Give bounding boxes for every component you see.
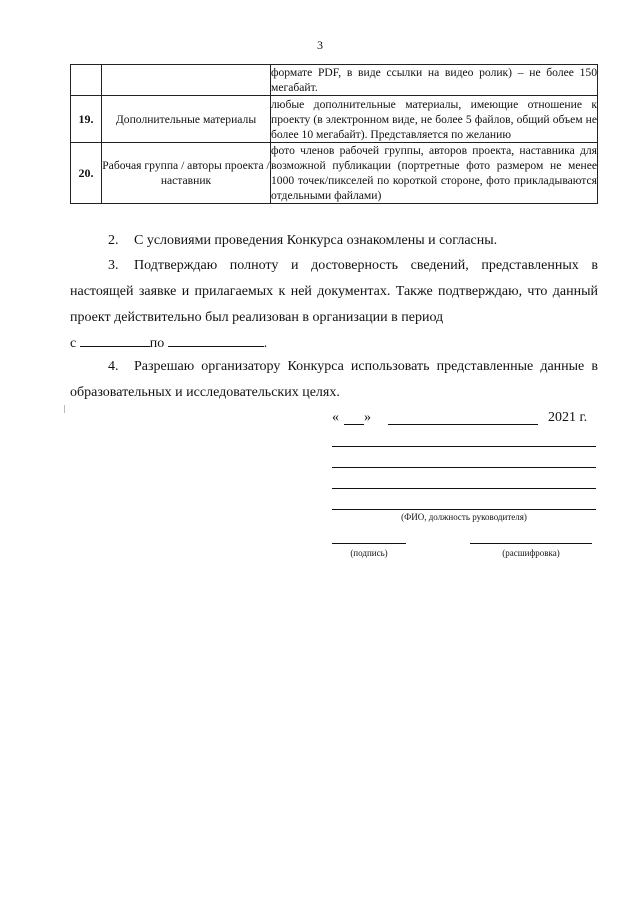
row-name: Рабочая группа / авторы проекта / наставник xyxy=(102,143,271,204)
quote-open: « xyxy=(332,410,339,425)
paragraph-2 xyxy=(70,228,598,254)
fio-caption: (ФИО, должность руководителя) xyxy=(401,512,527,522)
row-description: любые дополнительные материалы, имеющие отношение к проекту (в электронном виде, не более 5 файлов, общий объем не более 10 мегабайт). Представляется по желанию xyxy=(271,97,597,141)
signature-line[interactable] xyxy=(332,509,596,510)
period-to-label: по xyxy=(149,336,165,351)
paragraph-number: 3. xyxy=(108,258,119,273)
signature-line[interactable] xyxy=(332,488,596,489)
row-description: формате PDF, в виде ссылки на видео ролик) – не более 150 мегабайт. xyxy=(271,66,597,94)
period-to-blank[interactable] xyxy=(168,332,264,347)
decode-line[interactable] xyxy=(470,543,592,544)
date-line xyxy=(332,408,598,430)
period-from-label: с xyxy=(70,336,77,351)
table-row xyxy=(71,65,598,96)
scan-mark xyxy=(64,405,65,413)
paragraph-number: 4. xyxy=(108,359,119,374)
paragraph-3 xyxy=(70,253,598,357)
row-number: 20. xyxy=(71,143,102,204)
page-number: 3 xyxy=(317,38,323,52)
signature-line[interactable] xyxy=(332,467,596,468)
table-row xyxy=(71,143,598,204)
application-table xyxy=(70,64,598,204)
paragraph-text: Подтверждаю полноту и достоверность сведений, представленных в настоящей заявке и прилагаемых к ней документах. Также подтверждаю, что данный проект действительно был реализован в организации в период xyxy=(70,258,598,325)
row-name: Дополнительные материалы xyxy=(102,96,271,143)
paragraph-number: 2. xyxy=(108,233,119,248)
quote-close: » xyxy=(364,410,371,425)
paragraph-text: Разрешаю организатору Конкурса использовать представленные данные в образовательных и исследовательских целях. xyxy=(70,359,598,400)
decode-caption: (расшифровка) xyxy=(502,548,560,558)
period-end: . xyxy=(263,336,268,351)
paragraph-4 xyxy=(70,354,598,406)
sign-line[interactable] xyxy=(332,543,406,544)
day-blank[interactable] xyxy=(344,424,364,425)
row-number: 19. xyxy=(71,96,102,143)
sign-caption: (подпись) xyxy=(350,548,388,558)
row-number xyxy=(71,65,102,96)
signature-line[interactable] xyxy=(332,446,596,447)
row-description: фото членов рабочей группы, авторов проекта, наставника для возможной публикации (портретные фото размером не менее 1000 точек/пикселей по короткой стороне, фото прикладываются отдельными файлами) xyxy=(271,144,597,202)
paragraph-text: С условиями проведения Конкурса ознакомлены и согласны. xyxy=(134,233,498,248)
row-name xyxy=(102,65,271,96)
period-from-blank[interactable] xyxy=(80,332,150,347)
year-label: 2021 г. xyxy=(548,410,588,425)
table-row xyxy=(71,96,598,143)
month-blank[interactable] xyxy=(388,424,538,425)
